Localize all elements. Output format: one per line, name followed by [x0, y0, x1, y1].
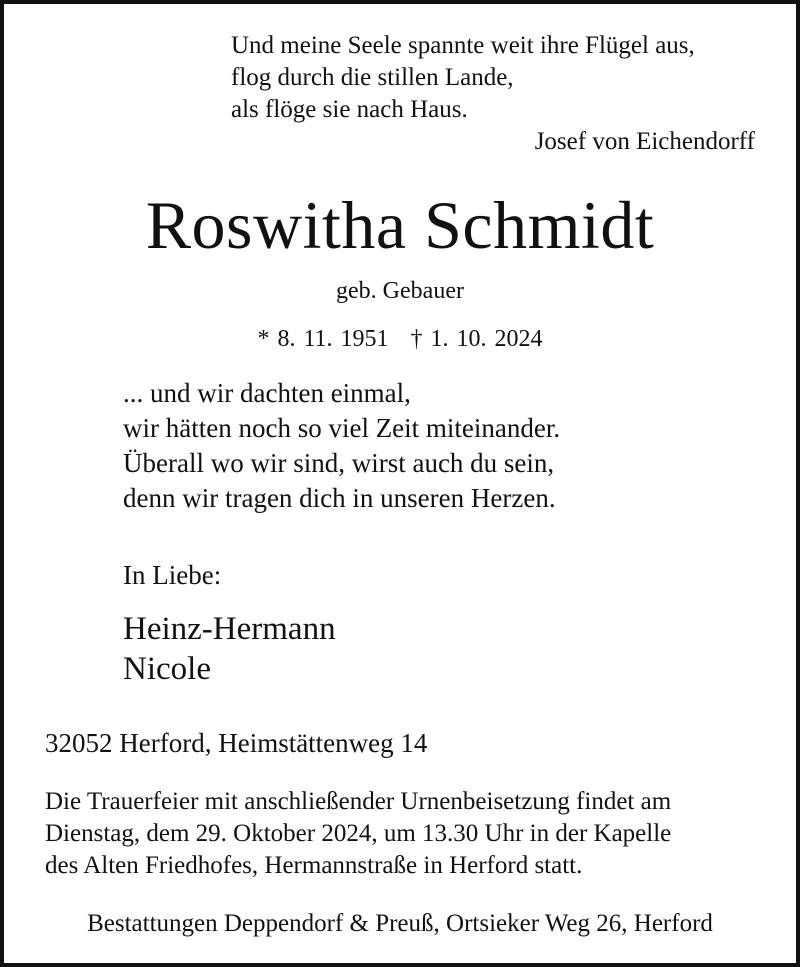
- service-line: des Alten Friedhofes, Hermannstraße in Herford statt.: [45, 852, 583, 879]
- verse-line: wir hätten noch so viel Zeit miteinander.: [123, 413, 561, 443]
- maiden-name: geb. Gebauer: [336, 278, 464, 304]
- poem-author: Josef von Eichendorff: [534, 128, 755, 155]
- poem-line: flog durch die stillen Lande,: [231, 64, 514, 91]
- verse-line: denn wir tragen dich in unseren Herzen.: [123, 483, 556, 513]
- death-date: † 1. 10. 2024: [410, 326, 543, 352]
- service-line: Die Trauerfeier mit anschließender Urnenbeisetzung findet am: [45, 788, 672, 815]
- verse-line: ... und wir dachten einmal,: [123, 378, 411, 408]
- poem-line: Und meine Seele spannte weit ihre Flügel aus,: [231, 32, 695, 59]
- mourner-name: Heinz-Hermann: [123, 611, 336, 647]
- undertaker-info: Bestattungen Deppendorf & Preuß, Ortsieker Weg 26, Herford: [87, 910, 713, 937]
- deceased-name: Roswitha Schmidt: [145, 187, 655, 263]
- mourner-name: Nicole: [123, 651, 211, 687]
- birth-date: * 8. 11. 1951: [257, 326, 389, 352]
- service-line: Dienstag, dem 29. Oktober 2024, um 13.30 Uhr in der Kapelle: [45, 820, 672, 847]
- mourners-list: [123, 609, 336, 689]
- poem-line: als flöge sie nach Haus.: [231, 96, 468, 123]
- life-dates: [0, 323, 800, 355]
- poem-quote: [231, 30, 695, 126]
- verse-line: Überall wo wir sind, wirst auch du sein,: [123, 448, 555, 478]
- funeral-service-info: [45, 786, 671, 882]
- family-address: 32052 Herford, Heimstättenweg 14: [45, 728, 428, 758]
- memorial-verse: [123, 376, 560, 516]
- closing-phrase: In Liebe:: [123, 560, 222, 590]
